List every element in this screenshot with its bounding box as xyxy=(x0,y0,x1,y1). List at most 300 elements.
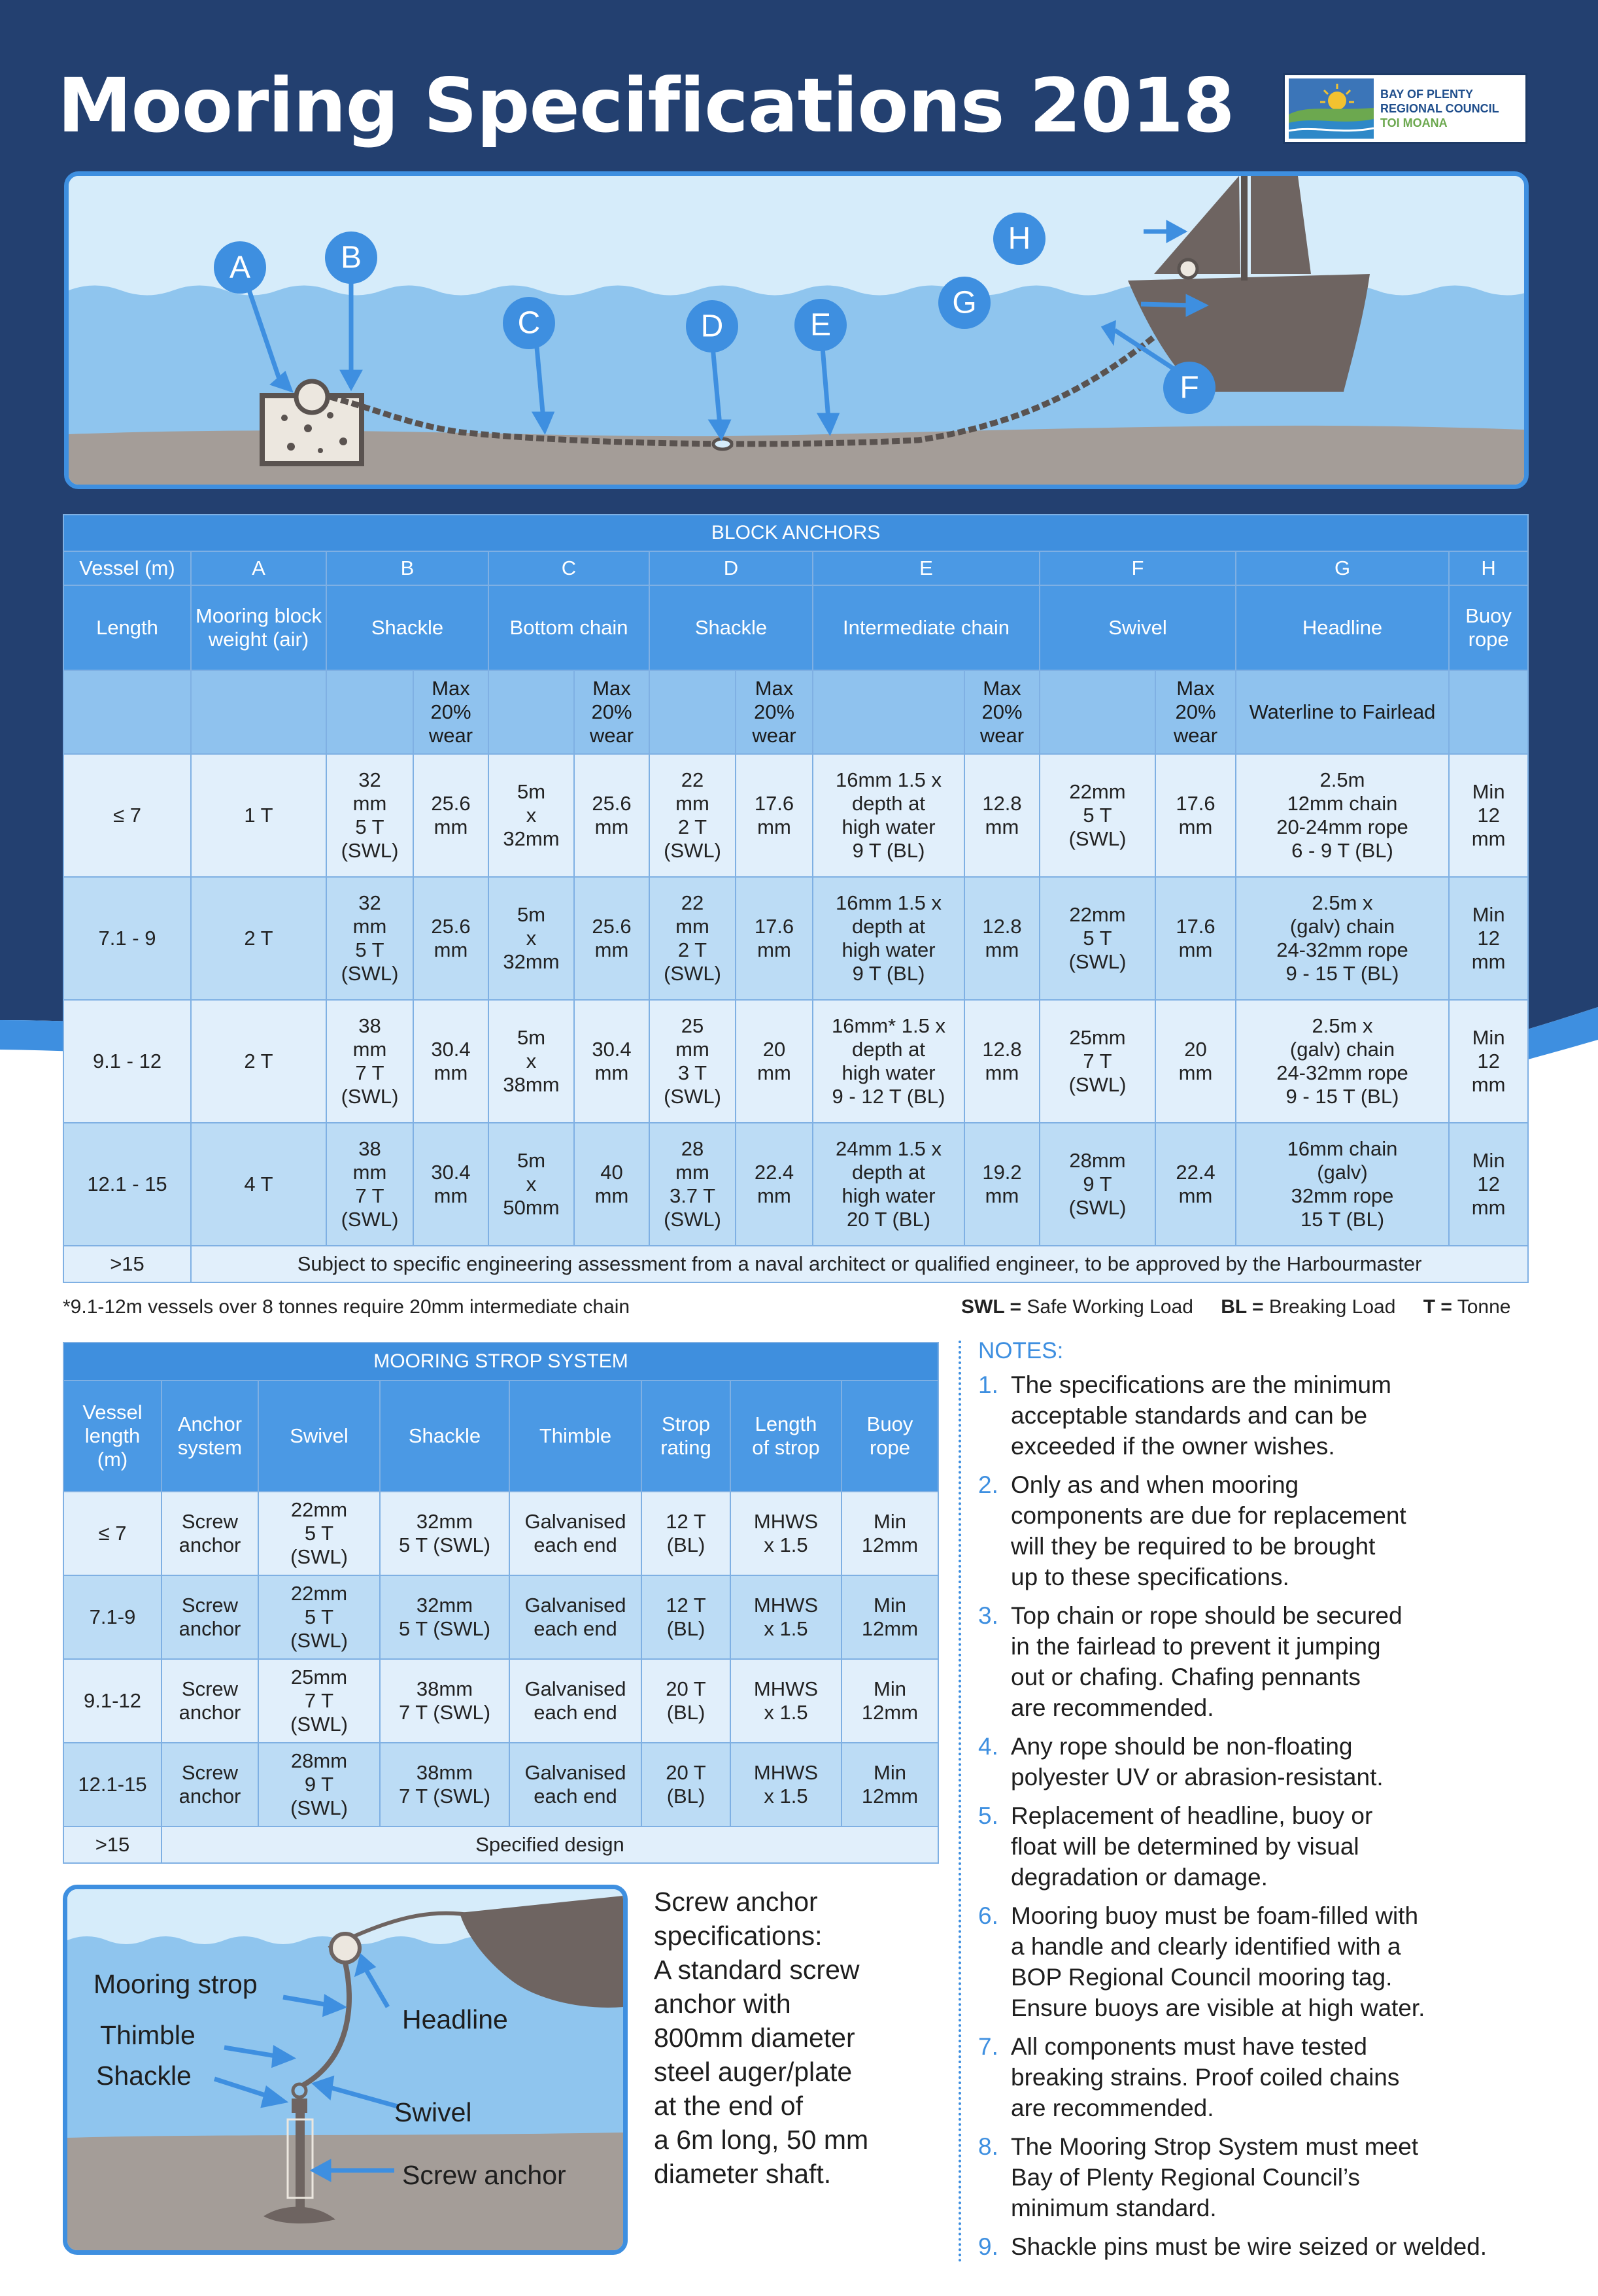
strop-col-header xyxy=(258,1380,380,1492)
cell-intermediate-chain xyxy=(813,877,964,1000)
col-letter-g: G xyxy=(1236,551,1449,585)
cell-buoy-rope-line: Min xyxy=(1472,1149,1505,1172)
block-anchors-rows xyxy=(63,754,1528,1246)
strop-cell-buoy-rope-line: 12mm xyxy=(861,1785,919,1808)
note-item xyxy=(978,2031,1567,2123)
note-line: breaking strains. Proof coiled chains xyxy=(1011,2064,1400,2091)
strop-last-length: >15 xyxy=(63,1826,162,1863)
strop-col-header-line: Buoy xyxy=(866,1413,913,1435)
block-anchors-title: BLOCK ANCHORS xyxy=(63,515,1528,551)
note-line: All components must have tested xyxy=(1011,2033,1368,2060)
cell-swivel-wear xyxy=(1155,1123,1236,1246)
cell-swivel-wear xyxy=(1155,754,1236,877)
label-mooring-strop: Mooring strop xyxy=(94,1969,258,1999)
callout-g-label: G xyxy=(952,285,977,320)
sub-empty xyxy=(488,670,574,754)
note-line: out or chafing. Chafing pennants xyxy=(1011,1664,1361,1690)
strop-cell-thimble-line: each end xyxy=(534,1701,617,1724)
page-title: Mooring Specifications 2018 xyxy=(58,62,1234,149)
cell-headline xyxy=(1236,877,1449,1000)
note-line: up to these specifications. xyxy=(1011,1564,1289,1590)
cell-shackle-d-wear-line: mm xyxy=(757,1061,791,1084)
strop-cell-swivel-line: 22mm xyxy=(290,1582,348,1605)
strop-cell-anchor-line: anchor xyxy=(178,1785,241,1808)
col-letter-h: H xyxy=(1449,551,1528,585)
notes-divider xyxy=(959,1341,961,2263)
strop-col-header-line: (m) xyxy=(97,1448,128,1471)
legend-bl-text: Breaking Load xyxy=(1268,1296,1396,1318)
strop-cell-length-of-strop xyxy=(730,1743,842,1826)
label-screw-anchor: Screw anchor xyxy=(402,2160,566,2190)
note-number: 5. xyxy=(978,1802,998,1829)
note-text xyxy=(1011,1369,1391,1462)
cell-bottom-chain-wear xyxy=(574,1000,649,1123)
cell-headline-line: 2.5m x xyxy=(1312,891,1373,914)
cell-buoy-rope-line: 12 xyxy=(1477,804,1500,827)
legend-bl-abbr: BL = xyxy=(1221,1296,1264,1318)
strop-cell-length-of-strop-line: x 1.5 xyxy=(764,1534,808,1556)
cell-intermediate-chain xyxy=(813,754,964,877)
strop-cell-rating-line: (BL) xyxy=(666,1617,706,1640)
notes-title: NOTES: xyxy=(978,1338,1064,1363)
note-text xyxy=(1011,1600,1402,1723)
cell-headline-line: 24-32mm rope xyxy=(1276,1061,1408,1084)
cell-shackle-d-wear-line: 17.6 xyxy=(754,792,794,815)
cell-bottom-chain-line: 50mm xyxy=(503,1196,560,1219)
note-line: components are due for replacement xyxy=(1011,1502,1406,1529)
note-line: Replacement of headline, buoy or xyxy=(1011,1802,1373,1829)
cell-block-weight: 4 T xyxy=(191,1123,326,1246)
cell-intermediate-chain-line: depth at xyxy=(851,915,926,938)
callout-f-label: F xyxy=(1180,370,1199,405)
note-item xyxy=(978,1731,1567,1792)
cell-shackle-d-line: 2 T xyxy=(677,938,707,961)
cell-shackle-b-line: 5 T xyxy=(355,938,384,961)
strop-cell-length-of-strop-line: x 1.5 xyxy=(764,1617,808,1640)
logo-sun-hills-icon xyxy=(1289,78,1374,139)
cell-shackle-d-line: (SWL) xyxy=(664,839,721,862)
cell-intermediate-chain xyxy=(813,1000,964,1123)
strop-cell-shackle-line: 5 T (SWL) xyxy=(398,1617,491,1640)
screw-spec-line: A standard screw xyxy=(654,1955,860,1985)
strop-col-header-line: Strop xyxy=(661,1413,711,1435)
cell-bottom-chain-line: x xyxy=(526,927,537,950)
note-number: 8. xyxy=(978,2133,998,2160)
mooring-block xyxy=(262,381,362,464)
strop-cell-rating-line: 20 T xyxy=(666,1677,706,1700)
strop-cell-shackle-line: 7 T (SWL) xyxy=(398,1701,491,1724)
callout-a-label: A xyxy=(229,250,251,285)
legend-t-abbr: T = xyxy=(1423,1296,1452,1318)
callout-e-label: E xyxy=(809,307,832,343)
cell-block-weight: 2 T xyxy=(191,1000,326,1123)
cell-intermediate-chain-wear-line: 12.8 xyxy=(982,1038,1022,1061)
note-item xyxy=(978,1800,1567,1893)
cell-intermediate-chain-line: high water xyxy=(842,815,936,838)
cell-swivel xyxy=(1040,754,1155,877)
callout-b-label: B xyxy=(340,240,362,275)
strop-cell-shackle-line: 38mm xyxy=(416,1677,473,1700)
cell-headline-line: 12mm chain xyxy=(1287,792,1398,815)
strop-col-header xyxy=(162,1380,258,1492)
strop-cell-swivel-line: 7 T xyxy=(304,1689,334,1712)
strop-cell-thimble-line: Galvanised xyxy=(524,1677,626,1700)
cell-shackle-d-wear-line: 22.4 xyxy=(754,1161,794,1184)
strop-col-header xyxy=(730,1380,842,1492)
strop-cell-anchor-line: Screw xyxy=(181,1510,239,1533)
cell-shackle-b-wear-line: mm xyxy=(434,1061,468,1084)
cell-shackle-b-wear-line: 30.4 xyxy=(431,1161,471,1184)
strop-cell-rating xyxy=(641,1743,730,1826)
cell-bottom-chain-line: 38mm xyxy=(503,1073,560,1096)
col-name-length: Length xyxy=(63,585,191,670)
strop-cell-buoy-rope-line: Min xyxy=(874,1761,906,1784)
label-shackle: Shackle xyxy=(96,2061,192,2091)
cell-headline-line: (galv) chain xyxy=(1289,1038,1395,1061)
note-item xyxy=(978,2231,1567,2262)
cell-headline-line: 9 - 15 T (BL) xyxy=(1285,962,1399,985)
strop-cell-thimble-line: each end xyxy=(534,1617,617,1640)
strop-cell-rating-line: 12 T xyxy=(666,1594,706,1617)
strop-col-header-line: length xyxy=(84,1424,141,1447)
cell-shackle-d-line: 22 xyxy=(681,768,704,791)
block-table-row xyxy=(63,1123,1528,1246)
strop-cell-anchor-line: anchor xyxy=(178,1701,241,1724)
legend-swl-text: Safe Working Load xyxy=(1027,1296,1193,1318)
strop-cell-swivel-line: (SWL) xyxy=(290,1713,348,1736)
cell-shackle-b-line: (SWL) xyxy=(341,1085,399,1108)
strop-col-header-line: Vessel xyxy=(82,1401,143,1424)
strop-col-header xyxy=(380,1380,509,1492)
wear-header-e: Max 20% wear xyxy=(964,670,1040,754)
strop-col-header xyxy=(63,1380,162,1492)
cell-shackle-b-line: mm xyxy=(352,1038,387,1061)
cell-length: 9.1 - 12 xyxy=(63,1000,191,1123)
strop-cell-rating-line: (BL) xyxy=(666,1785,706,1808)
cell-bottom-chain-wear-line: mm xyxy=(594,1061,629,1084)
wear-header-d: Max 20% wear xyxy=(736,670,813,754)
cell-shackle-d-wear xyxy=(736,1123,813,1246)
strop-cell-length-of-strop-line: MHWS xyxy=(753,1510,819,1533)
strop-cell-length-of-strop-line: MHWS xyxy=(753,1761,819,1784)
strop-cell-swivel-line: (SWL) xyxy=(290,1629,348,1652)
strop-header-row xyxy=(63,1380,938,1492)
cell-buoy-rope-line: Min xyxy=(1472,1026,1505,1049)
note-line: float will be determined by visual xyxy=(1011,1833,1359,1860)
strop-cell-thimble-line: each end xyxy=(534,1534,617,1556)
cell-buoy-rope-line: 12 xyxy=(1477,927,1500,950)
note-number: 1. xyxy=(978,1371,998,1398)
cell-shackle-b xyxy=(326,1000,413,1123)
cell-shackle-d-wear-line: mm xyxy=(757,1184,791,1207)
col-name-block-weight: Mooring block weight (air) xyxy=(191,585,326,670)
note-number: 7. xyxy=(978,2033,998,2060)
cell-shackle-b-wear-line: mm xyxy=(434,938,468,961)
cell-swivel-line: (SWL) xyxy=(1068,1196,1127,1219)
cell-bottom-chain-wear-line: mm xyxy=(594,1184,629,1207)
sub-empty xyxy=(649,670,736,754)
strop-cell-buoy-rope-line: 12mm xyxy=(861,1617,919,1640)
cell-shackle-d xyxy=(649,1000,736,1123)
cell-buoy-rope-line: mm xyxy=(1471,827,1506,850)
strop-cell-length-of-strop xyxy=(730,1492,842,1575)
cell-intermediate-chain-wear-line: mm xyxy=(985,815,1019,838)
cell-shackle-b-wear xyxy=(413,1123,488,1246)
cell-shackle-d-line: 22 xyxy=(681,891,704,914)
cell-swivel-line: 22mm xyxy=(1069,903,1126,926)
cell-swivel-line: 25mm xyxy=(1069,1026,1126,1049)
mooring-strop-table xyxy=(63,1342,939,1864)
strop-cell-buoy-rope xyxy=(842,1492,938,1575)
cell-intermediate-chain xyxy=(813,1123,964,1246)
cell-shackle-b xyxy=(326,877,413,1000)
cell-swivel-line: 22mm xyxy=(1069,780,1126,803)
note-line: exceeded if the owner wishes. xyxy=(1011,1433,1335,1460)
cell-bottom-chain-line: 5m xyxy=(517,903,546,926)
note-line: Any rope should be non-floating xyxy=(1011,1733,1353,1760)
note-line: BOP Regional Council mooring tag. xyxy=(1011,1964,1393,1991)
strop-cell-length-of-strop-line: MHWS xyxy=(753,1677,819,1700)
cell-shackle-d-wear-line: 20 xyxy=(762,1038,786,1061)
strop-cell-swivel-line: 9 T xyxy=(304,1773,334,1796)
sub-empty xyxy=(813,670,964,754)
strop-table-row xyxy=(63,1492,938,1575)
cell-bottom-chain-line: 5m xyxy=(517,1026,546,1049)
cell-bottom-chain-wear-line: 25.6 xyxy=(592,792,632,815)
cell-intermediate-chain-line: 9 T (BL) xyxy=(852,962,925,985)
note-line: Bay of Plenty Regional Council’s xyxy=(1011,2164,1361,2191)
strop-cell-swivel-line: (SWL) xyxy=(290,1545,348,1568)
note-line: acceptable standards and can be xyxy=(1011,1402,1368,1429)
strop-cell-rating-line: (BL) xyxy=(666,1701,706,1724)
cell-intermediate-chain-wear-line: 12.8 xyxy=(982,915,1022,938)
cell-shackle-b-wear-line: 30.4 xyxy=(431,1038,471,1061)
note-number: 3. xyxy=(978,1602,998,1629)
cell-shackle-b-line: (SWL) xyxy=(341,1208,399,1231)
cell-buoy-rope xyxy=(1449,877,1528,1000)
cell-shackle-b-line: mm xyxy=(352,915,387,938)
cell-intermediate-chain-wear xyxy=(964,754,1040,877)
strop-cell-buoy-rope-line: 12mm xyxy=(861,1701,919,1724)
cell-bottom-chain-line: 5m xyxy=(517,1149,546,1172)
legend-t-text: Tonne xyxy=(1457,1296,1511,1318)
cell-shackle-d-wear-line: mm xyxy=(757,938,791,961)
strop-cell-anchor xyxy=(162,1575,258,1659)
cell-buoy-rope xyxy=(1449,1000,1528,1123)
strop-col-header-line: Thimble xyxy=(539,1424,612,1447)
strop-rows xyxy=(63,1492,938,1826)
block-table-row xyxy=(63,877,1528,1000)
col-name-bottom-chain: Bottom chain xyxy=(488,585,649,670)
col-name-shackle-b: Shackle xyxy=(326,585,488,670)
cell-bottom-chain-wear xyxy=(574,754,649,877)
strop-cell-shackle xyxy=(380,1659,509,1743)
cell-intermediate-chain-line: high water xyxy=(842,938,936,961)
cell-intermediate-chain-line: 16mm 1.5 x xyxy=(836,891,942,914)
strop-cell-length-of-strop-line: MHWS xyxy=(753,1594,819,1617)
cell-shackle-b-line: mm xyxy=(352,792,387,815)
cell-shackle-d xyxy=(649,877,736,1000)
cell-shackle-d-line: (SWL) xyxy=(664,962,721,985)
strop-col-header-line: Length xyxy=(755,1413,817,1435)
cell-headline-line: 6 - 9 T (BL) xyxy=(1291,839,1393,862)
cell-shackle-d-line: mm xyxy=(675,1038,709,1061)
cell-bottom-chain-wear-line: mm xyxy=(594,938,629,961)
strop-cell-anchor xyxy=(162,1743,258,1826)
note-text xyxy=(1011,2131,1418,2223)
strop-cell-anchor xyxy=(162,1492,258,1575)
cell-headline-line: 32mm rope xyxy=(1291,1184,1394,1207)
note-line: minimum standard. xyxy=(1011,2195,1217,2221)
strop-cell-swivel-line: 22mm xyxy=(290,1498,348,1521)
cell-headline-line: 24-32mm rope xyxy=(1276,938,1408,961)
note-line: Mooring buoy must be foam-filled with xyxy=(1011,1902,1419,1929)
cell-shackle-b-wear-line: mm xyxy=(434,1184,468,1207)
cell-headline xyxy=(1236,1000,1449,1123)
strop-diagram xyxy=(63,1885,628,2255)
abbreviation-legend xyxy=(961,1296,1510,1318)
cell-bottom-chain-line: x xyxy=(526,804,537,827)
strop-cell-shackle-line: 32mm xyxy=(416,1594,473,1617)
screw-spec-line: a 6m long, 50 mm xyxy=(654,2125,869,2155)
cell-shackle-d-wear-line: mm xyxy=(757,815,791,838)
strop-col-header xyxy=(842,1380,938,1492)
cell-bottom-chain-wear-line: 30.4 xyxy=(592,1038,632,1061)
cell-bottom-chain xyxy=(488,1000,574,1123)
cell-shackle-b-wear xyxy=(413,877,488,1000)
note-number: 4. xyxy=(978,1733,998,1760)
cell-headline-line: 20-24mm rope xyxy=(1276,815,1408,838)
cell-shackle-b-line: 38 xyxy=(358,1137,381,1160)
cell-swivel-line: (SWL) xyxy=(1068,950,1127,973)
cell-shackle-b-line: 38 xyxy=(358,1014,381,1037)
cell-bottom-chain-line: 32mm xyxy=(503,827,560,850)
last-row-note: Subject to specific engineering assessment from a naval architect or qualified engineer, to be approved by the Harbourmaster xyxy=(191,1246,1528,1282)
cell-swivel-line: 5 T xyxy=(1083,927,1112,950)
note-line: are recommended. xyxy=(1011,2095,1214,2121)
cell-shackle-b-wear xyxy=(413,754,488,877)
cell-swivel xyxy=(1040,1000,1155,1123)
strop-cell-shackle-line: 38mm xyxy=(416,1761,473,1784)
cell-shackle-d xyxy=(649,1123,736,1246)
note-line: a handle and clearly identified with a xyxy=(1011,1933,1401,1960)
cell-intermediate-chain-wear-line: mm xyxy=(985,938,1019,961)
col-name-buoy-rope: Buoy rope xyxy=(1449,585,1528,670)
logo-line-2: REGIONAL COUNCIL xyxy=(1380,102,1499,115)
callout-c-label: C xyxy=(517,305,541,341)
note-line: Only as and when mooring xyxy=(1011,1471,1299,1498)
cell-bottom-chain-wear xyxy=(574,1123,649,1246)
cell-intermediate-chain-line: depth at xyxy=(851,792,926,815)
strop-col-header-line: Anchor xyxy=(177,1413,243,1435)
callout-h-label: H xyxy=(1008,221,1031,256)
strop-table-row xyxy=(63,1743,938,1826)
note-number: 9. xyxy=(978,2233,998,2260)
note-line: in the fairlead to prevent it jumping xyxy=(1011,1633,1381,1660)
cell-shackle-b xyxy=(326,1123,413,1246)
sub-empty xyxy=(1449,670,1528,754)
cell-bottom-chain xyxy=(488,877,574,1000)
cell-shackle-d-line: 28 xyxy=(681,1137,704,1160)
cell-shackle-d-wear-line: 17.6 xyxy=(754,915,794,938)
cell-shackle-b-wear-line: 25.6 xyxy=(431,915,471,938)
cell-buoy-rope-line: mm xyxy=(1471,1073,1506,1096)
strop-cell-swivel xyxy=(258,1492,380,1575)
sub-empty xyxy=(191,670,326,754)
strop-col-header-line: rope xyxy=(869,1436,911,1459)
note-number: 6. xyxy=(978,1902,998,1929)
col-letter-b: B xyxy=(326,551,488,585)
strop-cell-rating xyxy=(641,1659,730,1743)
cell-bottom-chain-wear-line: 40 xyxy=(600,1161,623,1184)
cell-shackle-d xyxy=(649,754,736,877)
cell-swivel-wear xyxy=(1155,877,1236,1000)
cell-shackle-b-wear-line: 25.6 xyxy=(431,792,471,815)
waterline-header: Waterline to Fairlead xyxy=(1236,670,1449,754)
cell-headline-line: 2.5m xyxy=(1319,768,1365,791)
cell-swivel-wear-line: mm xyxy=(1178,1184,1213,1207)
cell-bottom-chain-line: 5m xyxy=(517,780,546,803)
cell-intermediate-chain-line: high water xyxy=(842,1061,936,1084)
cell-intermediate-chain-line: 16mm 1.5 x xyxy=(836,768,942,791)
strop-title: MOORING STROP SYSTEM xyxy=(63,1343,938,1380)
wear-header-b: Max 20% wear xyxy=(413,670,488,754)
strop-cell-buoy-rope-line: Min xyxy=(874,1677,906,1700)
cell-swivel-wear-line: 22.4 xyxy=(1176,1161,1216,1184)
strop-cell-anchor xyxy=(162,1659,258,1743)
screw-anchor-shaft xyxy=(296,2112,305,2223)
cell-shackle-d-line: mm xyxy=(675,915,709,938)
cell-shackle-d-line: 3.7 T xyxy=(669,1184,716,1207)
cell-headline-line: 15 T (BL) xyxy=(1300,1208,1385,1231)
strop-table-row xyxy=(63,1659,938,1743)
note-item xyxy=(978,2131,1567,2223)
cell-intermediate-chain-line: high water xyxy=(842,1184,936,1207)
strop-cell-length: 12.1-15 xyxy=(63,1743,162,1826)
cell-bottom-chain-line: 32mm xyxy=(503,950,560,973)
col-name-swivel: Swivel xyxy=(1040,585,1236,670)
callout-d-label: D xyxy=(700,309,724,344)
cell-intermediate-chain-wear-line: 19.2 xyxy=(982,1161,1022,1184)
cell-swivel-line: 9 T xyxy=(1083,1173,1112,1195)
strop-cell-length: 9.1-12 xyxy=(63,1659,162,1743)
strop-col-header-line: Swivel xyxy=(290,1424,348,1447)
strop-cell-thimble-line: Galvanised xyxy=(524,1594,626,1617)
cell-intermediate-chain-wear-line: mm xyxy=(985,1061,1019,1084)
strop-cell-buoy-rope-line: Min xyxy=(874,1594,906,1617)
wear-header-f: Max 20% wear xyxy=(1155,670,1236,754)
note-text xyxy=(1011,2231,1487,2262)
col-name-headline: Headline xyxy=(1236,585,1449,670)
strop-cell-swivel-line: 5 T xyxy=(304,1522,334,1545)
cell-block-weight: 2 T xyxy=(191,877,326,1000)
cell-shackle-d-line: (SWL) xyxy=(664,1085,721,1108)
cell-swivel-line: 28mm xyxy=(1069,1149,1126,1172)
cell-length: ≤ 7 xyxy=(63,754,191,877)
screw-spec-line: specifications: xyxy=(654,1921,823,1951)
cell-shackle-d-line: (SWL) xyxy=(664,1208,721,1231)
cell-swivel-wear-line: 20 xyxy=(1184,1038,1207,1061)
cell-intermediate-chain-line: depth at xyxy=(851,1161,926,1184)
col-letter-f: F xyxy=(1040,551,1236,585)
cell-intermediate-chain-wear-line: 12.8 xyxy=(982,792,1022,815)
label-headline: Headline xyxy=(402,2004,508,2034)
strop-cell-thimble xyxy=(509,1659,641,1743)
cell-bottom-chain-wear xyxy=(574,877,649,1000)
cell-swivel-wear-line: 17.6 xyxy=(1176,915,1216,938)
cell-buoy-rope-line: Min xyxy=(1472,780,1505,803)
cell-bottom-chain-line: x xyxy=(526,1173,537,1195)
